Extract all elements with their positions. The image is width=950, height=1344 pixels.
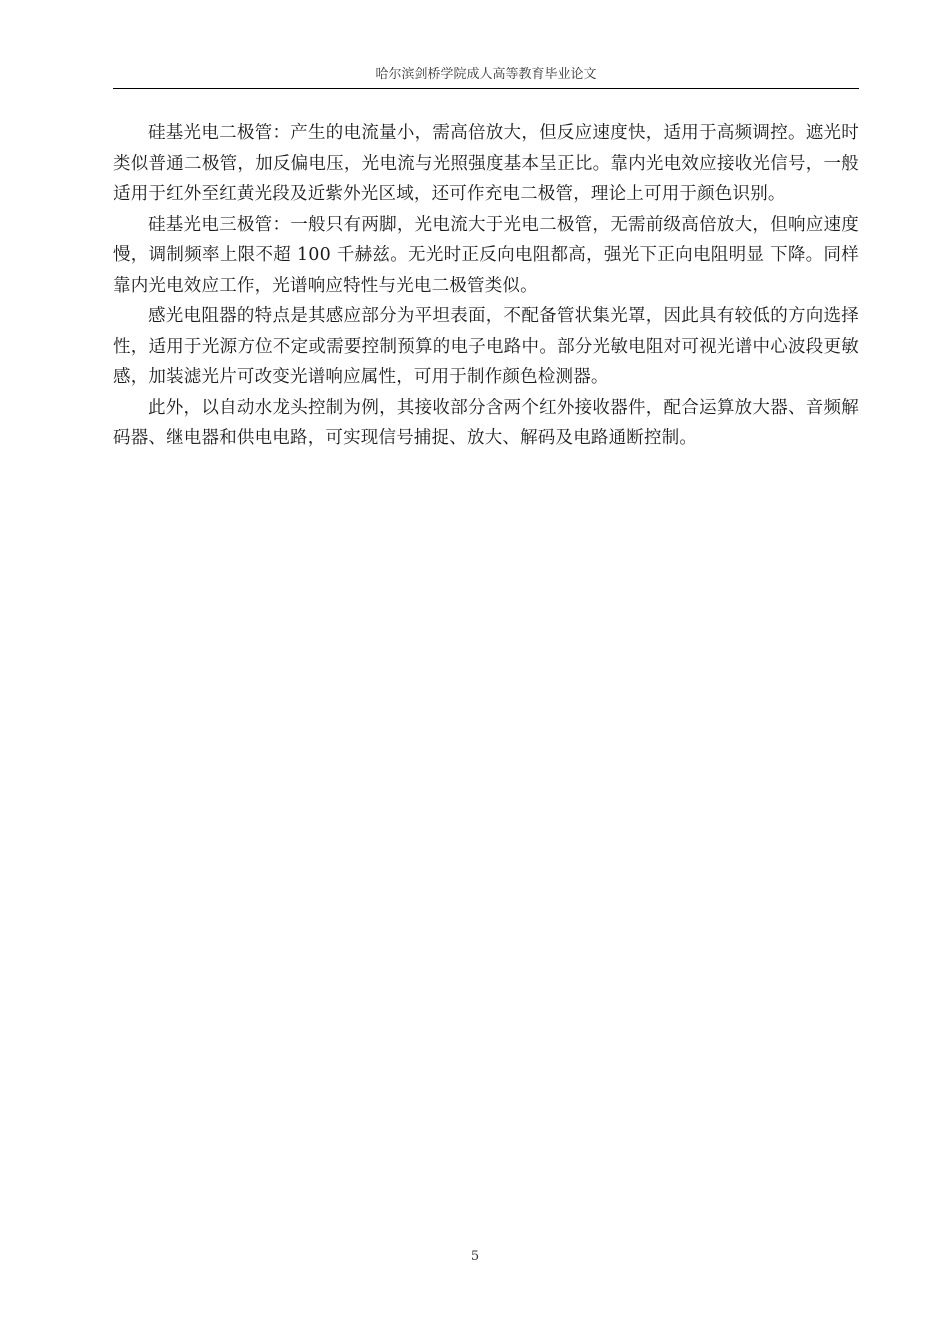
paragraph-photodiode: 硅基光电二极管：产生的电流量小，需高倍放大，但反应速度快，适用于高频调控。遮光时类似普通二极管，加反偏电压，光电流与光照强度基本呈正比。靠内光电效应接收光信号，一般适用于红外至红黄光段及近紫外光区域，还可作充电二极管，理论上可用于颜色识别。: [113, 123, 859, 204]
paragraph-phototransistor: 硅基光电三极管：一般只有两脚，光电流大于光电二极管，无需前级高倍放大，但响应速度慢，调制频率上限不超 100 千赫兹。无光时正反向电阻都高，强光下正向电阻明显 下降。同样靠内光电效应工作，光谱响应特性与光电二极管类似。: [113, 214, 859, 296]
paragraph-photoresistor: 感光电阻器的特点是其感应部分为平坦表面，不配备管状集光罩，因此具有较低的方向选择性，适用于光源方位不定或需要控制预算的电子电路中。部分光敏电阻对可视光谱中心波段更敏感，加装滤光片可改变光谱响应属性，可用于制作颜色检测器。: [113, 306, 859, 387]
paragraph-faucet-example: 此外，以自动水龙头控制为例，其接收部分含两个红外接收器件，配合运算放大器、音频解码器、继电器和供电电路，可实现信号捕捉、放大、解码及电路通断控制。: [113, 397, 859, 448]
header-divider: [113, 88, 859, 89]
body-text: [113, 118, 859, 454]
page-number: 5: [470, 1249, 480, 1264]
page-header-title: 哈尔滨剑桥学院成人高等教育毕业论文: [375, 67, 597, 82]
